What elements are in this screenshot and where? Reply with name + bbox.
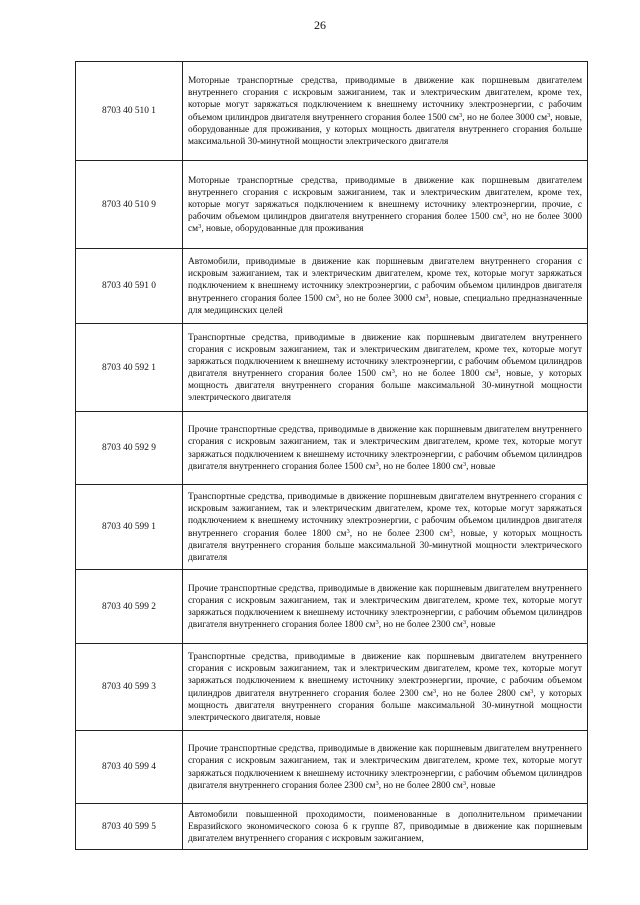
table-row: [76, 62, 588, 161]
page-number: 26: [314, 18, 326, 32]
goods-description: Прочие транспортные средства, приводимые в движение как поршневым двигателем внутреннего сгорания с искровым зажиганием, так и электрическим двигателем, кроме тех, которые могут заряжаться подключением к внешнему источнику электроэнергии, с рабочим объемом цилиндров двигателя внутреннего сгорания более 1500 $см^3$, но не более 1800 $см^3$, новые: [183, 412, 588, 485]
table-row: [76, 644, 588, 731]
goods-description: Транспортные средства, приводимые в движение как поршневым двигателем внутреннего сгорания с искровым зажиганием, так и электрическим двигателем, кроме тех, которые могут заряжаться подключением к внешнему источнику электроэнергии, с рабочим объемом цилиндров двигателя внутреннего сгорания более 1500 $см^3$, но не более 1800 $см^3$, новые, у которых мощность двигателя внутреннего сгорания больше максимальной 30-минутной мощности электрического двигателя: [183, 324, 588, 412]
goods-description: Транспортные средства, приводимые в движение поршневым двигателем внутреннего сгорания с искровым зажиганием, так и электрическим двигателем, кроме тех, которые могут заряжаться подключением к внешнему источнику электроэнергии, с рабочим объемом цилиндров двигателя внутреннего сгорания более 1800 $см^3$, но не более 2300 $см^3$, новые, у которых мощность двигателя внутреннего сгорания больше максимальной 30-минутной мощности электрического двигателя: [183, 485, 588, 570]
tariff-code: 8703 40 599 5: [76, 804, 183, 850]
table-row: [76, 804, 588, 850]
tariff-code: 8703 40 591 0: [76, 249, 183, 324]
tariff-code: 8703 40 599 1: [76, 485, 183, 570]
table-row: [76, 570, 588, 644]
tariff-code: 8703 40 510 9: [76, 161, 183, 249]
table-row: [76, 731, 588, 804]
goods-description: Моторные транспортные средства, приводимые в движение как поршневым двигателем внутреннего сгорания с искровым зажиганием, так и электрическим двигателем, кроме тех, которые могут заряжаться подключением к внешнему источнику электроэнергии, с рабочим объемом цилиндров двигателя внутреннего сгорания более 1500 $см^3$, но не более 3000 $см^3$, новые, оборудованные для проживания, у которых мощность двигателя внутреннего сгорания больше максимальной 30-минутной мощности электрического двигателя: [183, 62, 588, 161]
goods-description: Прочие транспортные средства, приводимые в движение как поршневым двигателем внутреннего сгорания с искровым зажиганием, так и электрическим двигателем, кроме тех, которые могут заряжаться подключением к внешнему источнику электроэнергии, с рабочим объемом цилиндров двигателя внутреннего сгорания более 1800 $см^3$, но не более 2300 $см^3$, новые: [183, 570, 588, 644]
tariff-code: 8703 40 592 9: [76, 412, 183, 485]
goods-description: Прочие транспортные средства, приводимые в движение как поршневым двигателем внутреннего сгорания с искровым зажиганием, так и электрическим двигателем, кроме тех, которые могут заряжаться подключением к внешнему источнику электроэнергии, с рабочим объемом цилиндров двигателя внутреннего сгорания более 2300 $см^3$, но не более 2800 $см^3$, новые: [183, 731, 588, 804]
goods-description: Автомобили, приводимые в движение как поршневым двигателем внутреннего сгорания с искровым зажиганием, так и электрическим двигателем, кроме тех, которые могут заряжаться подключением к внешнему источнику электроэнергии, с рабочим объемом цилиндров двигателя внутреннего сгорания более 1500 $см^3$, но не более 3000 $см^3$, новые, специально предназначенные для медицинских целей: [183, 249, 588, 324]
table-row: [76, 485, 588, 570]
tariff-code: 8703 40 599 3: [76, 644, 183, 731]
tariff-code: 8703 40 510 1: [76, 62, 183, 161]
tariff-code: 8703 40 599 4: [76, 731, 183, 804]
goods-description: Автомобили повышенной проходимости, поименованные в дополнительном примечании Евразийского экономического союза 6 к группе 87, приводимые в движение как поршневым двигателем внутреннего сгорания с искровым зажиганием,: [183, 804, 588, 850]
tariff-code: 8703 40 592 1: [76, 324, 183, 412]
tariff-code-table: [75, 61, 588, 850]
goods-description: Моторные транспортные средства, приводимые в движение как поршневым двигателем внутреннего сгорания с искровым зажиганием, так и электрическим двигателем, кроме тех, которые могут заряжаться подключением к внешнему источнику электроэнергии, прочие, с рабочим объемом цилиндров двигателя внутреннего сгорания более 1500 $см^3$, но не более 3000 $см^3$, новые, оборудованные для проживания: [183, 161, 588, 249]
table-row: [76, 249, 588, 324]
table-row: [76, 412, 588, 485]
goods-description: Транспортные средства, приводимые в движение как поршневым двигателем внутреннего сгорания с искровым зажиганием, так и электрическим двигателем, кроме тех, которые могут заряжаться подключением к внешнему источнику электроэнергии, прочие, с рабочим объемом цилиндров двигателя внутреннего сгорания более 2300 $см^3$, но не более 2800 $см^3$, у которых мощность двигателя внутреннего сгорания больше максимальной 30-минутной мощности электрического двигателя, новые: [183, 644, 588, 731]
table-row: [76, 324, 588, 412]
tariff-code: 8703 40 599 2: [76, 570, 183, 644]
table-row: [76, 161, 588, 249]
